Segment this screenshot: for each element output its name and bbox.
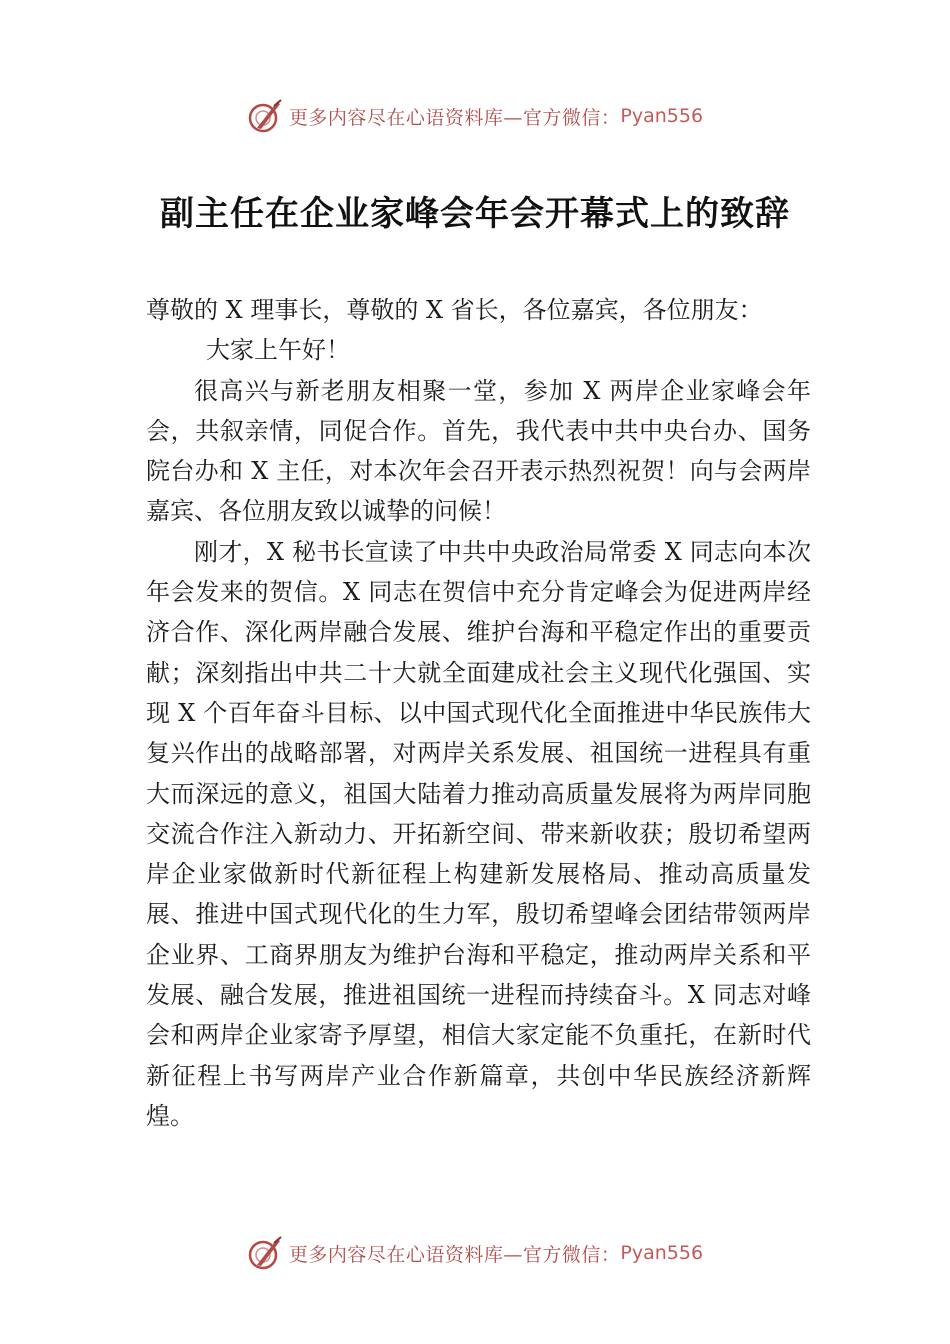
wechat-id: Pyan556 (620, 105, 704, 127)
paragraph: 很高兴与新老朋友相聚一堂，参加 X 两岸企业家峰会年会，共叙亲情，同促合作。首先，我代表中共中央台办、国务院台办和 X 主任，对本次年会召开表示热烈祝贺！向与会两岸嘉宾、各位朋友致以诚挚的问候！ (146, 376, 811, 526)
document-body (146, 290, 811, 1136)
document-title: 副主任在企业家峰会年会开幕式上的致辞 (160, 194, 790, 234)
header-banner (0, 96, 950, 136)
salutation: 尊敬的 X 理事长，尊敬的 X 省长，各位嘉宾，各位朋友： (146, 296, 763, 324)
greeting: 大家上午好！ (206, 336, 350, 365)
banner-text: 更多内容尽在心语资料库—官方微信： (288, 106, 621, 129)
paragraph: 刚才，X 秘书长宣读了中共中央政治局常委 X 同志向本次年会发来的贺信。X 同志在贺信中充分肯定峰会为促进两岸经济合作、深化两岸融合发展、维护台海和平稳定作出的重要贡献；深刻指出中共二十大就全面建成社会主义现代化强国、实现 X 个百年奋斗目标、以中国式现代化全面推进中华民族伟大复兴作出的战略部署，对两岸关系发展、祖国统一进程具有重大而深远的意义，祖国大陆着力推动高质量发展将为两岸同胞交流合作注入新动力、开拓新空间、带来新收获；殷切希望两岸企业家做新时代新征程上构建新发展格局、推动高质量发展、推进中国式现代化的生力军，殷切希望峰会团结带领两岸企业界、工商界朋友为维护台海和平稳定，推动两岸关系和平发展、融合发展，推进祖国统一进程而持续奋斗。X 同志对峰会和两岸企业家寄予厚望，相信大家定能不负重托，在新时代新征程上书写两岸产业合作新篇章，共创中华民族经济新辉煌。 (146, 537, 811, 1130)
banner-text: 更多内容尽在心语资料库—官方微信： (288, 1243, 621, 1266)
quill-logo-icon (247, 98, 283, 134)
wechat-id: Pyan556 (620, 1242, 704, 1264)
footer-banner (0, 1233, 950, 1273)
quill-logo-icon (247, 1235, 283, 1271)
